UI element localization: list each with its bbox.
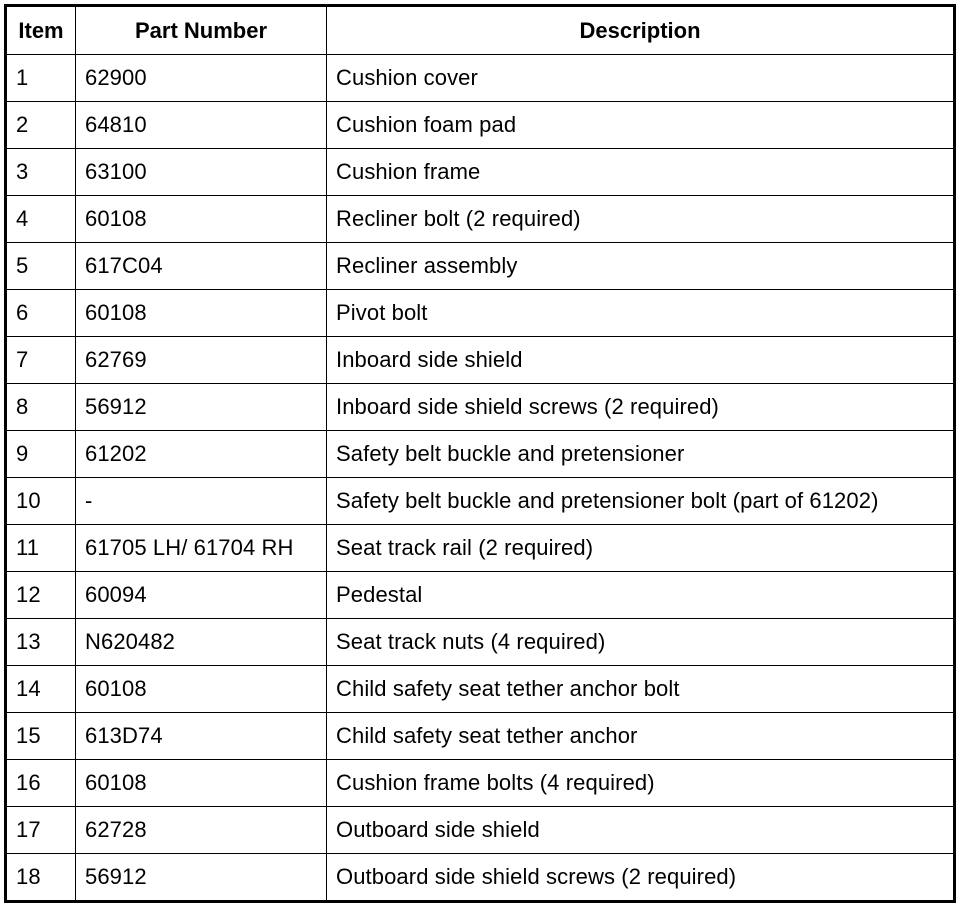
part-number-cell: -: [76, 478, 327, 525]
description-cell: Seat track nuts (4 required): [327, 619, 955, 666]
description-cell: Cushion foam pad: [327, 102, 955, 149]
table-row: [6, 572, 955, 619]
header-description: Description: [327, 6, 955, 55]
header-item: Item: [6, 6, 76, 55]
parts-table: [4, 4, 956, 903]
description-cell: Cushion frame bolts (4 required): [327, 760, 955, 807]
item-cell: 12: [6, 572, 76, 619]
part-number-cell: 62769: [76, 337, 327, 384]
item-cell: 4: [6, 196, 76, 243]
part-number-cell: 63100: [76, 149, 327, 196]
table-row: [6, 290, 955, 337]
description-cell: Seat track rail (2 required): [327, 525, 955, 572]
item-cell: 3: [6, 149, 76, 196]
item-cell: 11: [6, 525, 76, 572]
part-number-cell: 60108: [76, 760, 327, 807]
description-cell: Outboard side shield: [327, 807, 955, 854]
table-row: [6, 525, 955, 572]
table-row: [6, 243, 955, 290]
item-cell: 16: [6, 760, 76, 807]
description-cell: Pivot bolt: [327, 290, 955, 337]
table-row: [6, 149, 955, 196]
item-cell: 1: [6, 55, 76, 102]
table-body: [6, 55, 955, 902]
table-row: [6, 807, 955, 854]
table-row: [6, 619, 955, 666]
part-number-cell: 64810: [76, 102, 327, 149]
part-number-cell: N620482: [76, 619, 327, 666]
item-cell: 9: [6, 431, 76, 478]
description-cell: Inboard side shield screws (2 required): [327, 384, 955, 431]
item-cell: 13: [6, 619, 76, 666]
part-number-cell: 62728: [76, 807, 327, 854]
table-row: [6, 431, 955, 478]
part-number-cell: 60108: [76, 196, 327, 243]
description-cell: Inboard side shield: [327, 337, 955, 384]
part-number-cell: 617C04: [76, 243, 327, 290]
table-row: [6, 713, 955, 760]
item-cell: 10: [6, 478, 76, 525]
table-header: [6, 6, 955, 55]
description-cell: Child safety seat tether anchor: [327, 713, 955, 760]
item-cell: 17: [6, 807, 76, 854]
table-row: [6, 55, 955, 102]
part-number-cell: 61202: [76, 431, 327, 478]
description-cell: Child safety seat tether anchor bolt: [327, 666, 955, 713]
description-cell: Outboard side shield screws (2 required): [327, 854, 955, 902]
description-cell: Recliner assembly: [327, 243, 955, 290]
table-row: [6, 666, 955, 713]
description-cell: Cushion cover: [327, 55, 955, 102]
table-row: [6, 337, 955, 384]
part-number-cell: 60094: [76, 572, 327, 619]
part-number-cell: 62900: [76, 55, 327, 102]
header-part-number: Part Number: [76, 6, 327, 55]
table-row: [6, 196, 955, 243]
table-row: [6, 102, 955, 149]
part-number-cell: 56912: [76, 384, 327, 431]
table-row: [6, 760, 955, 807]
item-cell: 14: [6, 666, 76, 713]
header-row: [6, 6, 955, 55]
description-cell: Pedestal: [327, 572, 955, 619]
part-number-cell: 56912: [76, 854, 327, 902]
part-number-cell: 60108: [76, 290, 327, 337]
item-cell: 6: [6, 290, 76, 337]
item-cell: 7: [6, 337, 76, 384]
part-number-cell: 613D74: [76, 713, 327, 760]
item-cell: 2: [6, 102, 76, 149]
item-cell: 18: [6, 854, 76, 902]
description-cell: Recliner bolt (2 required): [327, 196, 955, 243]
item-cell: 15: [6, 713, 76, 760]
table-row: [6, 478, 955, 525]
description-cell: Safety belt buckle and pretensioner: [327, 431, 955, 478]
item-cell: 8: [6, 384, 76, 431]
description-cell: Safety belt buckle and pretensioner bolt (part of 61202): [327, 478, 955, 525]
table-row: [6, 384, 955, 431]
part-number-cell: 60108: [76, 666, 327, 713]
item-cell: 5: [6, 243, 76, 290]
description-cell: Cushion frame: [327, 149, 955, 196]
part-number-cell: 61705 LH/ 61704 RH: [76, 525, 327, 572]
table-row: [6, 854, 955, 902]
